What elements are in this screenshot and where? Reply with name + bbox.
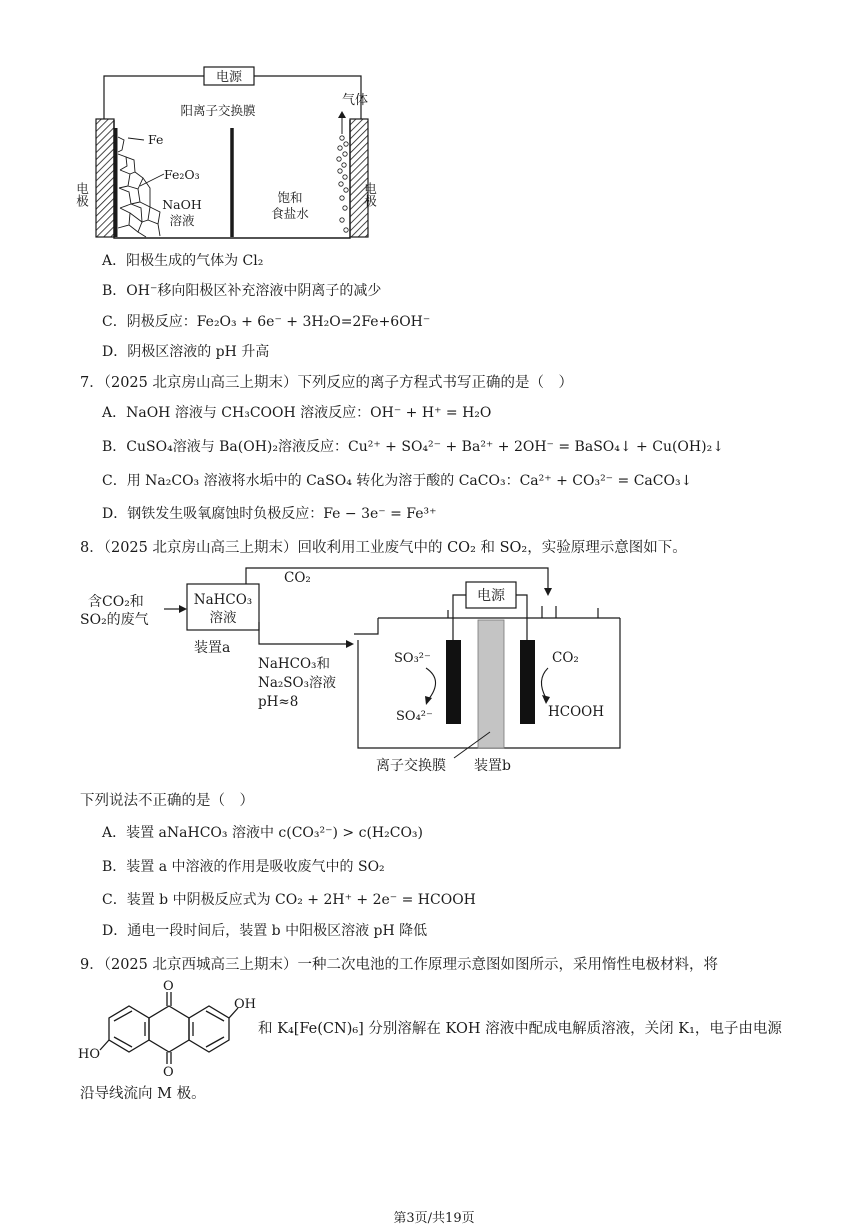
q7-option-c: C．用 Na₂CO₃ 溶液将水垢中的 CaSO₄ 转化为溶于酸的 CaCO₃：Ca²⁺ + CO₃²⁻ = CaCO₃↓ [102,473,693,489]
gas-in-label-2: SO₂的废气 [80,612,149,628]
q9-line-3: 沿导线流向 M 极。 [80,1086,206,1102]
right-electrode [350,119,368,237]
device-b-label: 装置b [474,758,511,774]
membrane-label-b: 离子交换膜 [376,758,446,774]
brine-label-1: 饱和 [277,190,303,205]
device-a-label: 装置a [194,640,231,656]
page-number: 第3页/共19页 [393,1211,475,1226]
q7-option-a: A．NaOH 溶液与 CH₃COOH 溶液反应：OH⁻ + H⁺ = H₂O [102,405,492,421]
q7-option-b: B．CuSO₄溶液与 Ba(OH)₂溶液反应：Cu²⁺ + SO₄²⁻ + Ba²⁺ + 2OH⁻ = BaSO₄↓ + Cu(OH)₂↓ [102,439,724,455]
cathode-b [520,640,535,724]
hydroxyl-left: HO [78,1047,100,1062]
power-label-b: 电源 [477,588,505,604]
left-electrode [96,119,114,237]
q7-option-d: D．钢铁发生吸氧腐蚀时负极反应：Fe − 3e⁻ = Fe³⁺ [102,506,437,522]
q8-option-d: D．通电一段时间后，装置 b 中阳极区溶液 pH 降低 [102,923,428,939]
solution-label-1: NaHCO₃和 [258,656,330,672]
fe2o3-label: Fe₂O₃ [164,167,200,182]
electrolysis-diagram [74,62,380,244]
hydroxyl-right: OH [234,997,256,1012]
q6-option-b: B．OH⁻移向阳极区补充溶液中阴离子的减少 [102,283,382,299]
naoh-solution-label: 溶液 [169,213,195,228]
ion-exchange-membrane [478,620,504,748]
gas-recovery-diagram [76,562,636,780]
fe2o3-layer [118,137,160,237]
box-a-label-1: NaHCO₃ [193,592,253,608]
solution-label-3: pH≈8 [258,694,299,710]
so3-label: SO₃²⁻ [394,651,431,666]
brine-label-2: 食盐水 [271,206,309,221]
co2-right-label: CO₂ [552,650,579,666]
naoh-label: NaOH [162,197,202,212]
q8-stem: 8．（2025 北京房山高三上期末）回收利用工业废气中的 CO₂ 和 SO₂，实验原理示意图如下。 [80,540,687,556]
membrane-label: 阳离子交换膜 [180,103,256,118]
gas-label: 气体 [342,93,369,108]
carbonyl-o-top: O [163,979,174,994]
q6-option-d: D．阴极区溶液的 pH 升高 [102,344,270,360]
fe-label: Fe [148,132,164,147]
gas-bubbles [337,136,348,232]
q6-option-c: C．阴极反应：Fe₂O₃ + 6e⁻ + 3H₂O=2Fe+6OH⁻ [102,314,431,330]
co2-top-label: CO₂ [284,570,311,586]
box-a-label-2: 溶液 [209,610,237,626]
q9-line-2: 和 K₄[Fe(CN)₆] 分别溶解在 KOH 溶液中配成电解质溶液，关闭 K₁，电子由电源 [258,1021,782,1037]
q7-stem: 7．（2025 北京房山高三上期末）下列反应的离子方程式书写正确的是（ ） [80,375,573,391]
q8-option-b: B．装置 a 中溶液的作用是吸收废气中的 SO₂ [102,859,385,875]
q8-option-a: A．装置 aNaHCO₃ 溶液中 c(CO₃²⁻) > c(H₂CO₃) [102,825,424,841]
q6-option-a: A．阳极生成的气体为 Cl₂ [102,253,264,269]
gas-in-label-1: 含CO₂和 [88,594,144,610]
q9-stem: 9．（2025 北京西城高三上期末）一种二次电池的工作原理示意图如图所示，采用惰性电极材料，将 [80,957,718,973]
q8-sub-stem: 下列说法不正确的是（ ） [80,793,254,809]
anthraquinone-structure [78,978,260,1078]
carbonyl-o-bottom: O [163,1065,174,1080]
so4-label: SO₄²⁻ [396,709,433,724]
right-electrode-label: 电极 [362,182,378,207]
solution-label-2: Na₂SO₃溶液 [258,675,337,691]
anode-b [446,640,461,724]
q8-option-c: C．装置 b 中阴极反应式为 CO₂ + 2H⁺ + 2e⁻ = HCOOH [102,892,476,908]
left-electrode-label: 电极 [74,182,90,207]
hcooh-label: HCOOH [548,704,605,720]
power-label: 电源 [215,70,243,85]
